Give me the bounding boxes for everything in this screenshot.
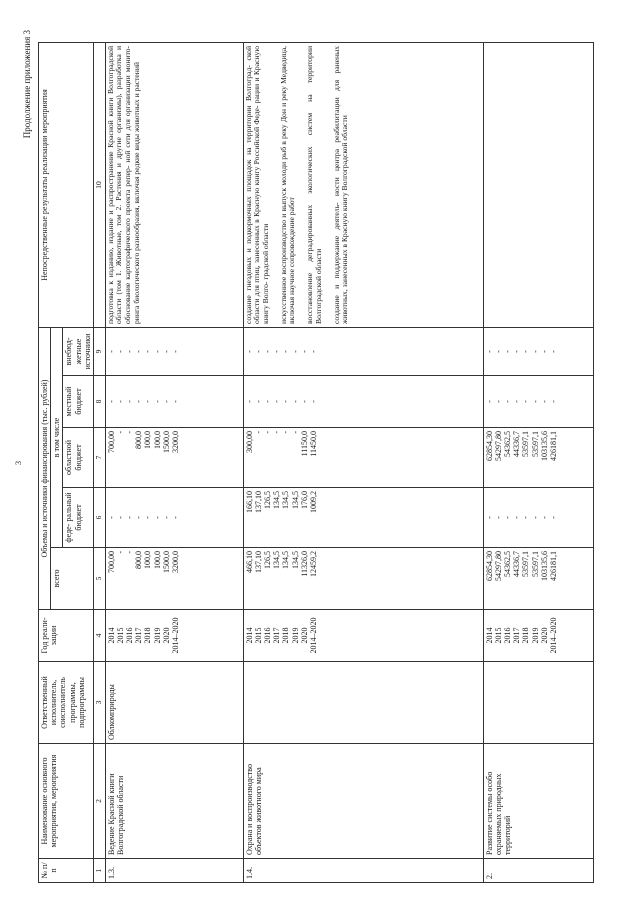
header-row [39,42,51,882]
row-name: Охрана и воспроизводство объектов животного мира [243,744,483,859]
row-total: 700,00 - - 800,0 100,0 100,0 1500,0 3200,0 [105,548,243,610]
header-name: Наименование основного мероприятия, мероприятия [39,744,94,859]
table-row [243,42,483,882]
row-num: 1.4. [243,859,483,883]
column-number: 5 [93,548,105,610]
header-results: Непосредственные результаты реализации мероприятия [39,42,94,327]
header-funding-group: Объемы и источники финансирования (тыс. рублей) [39,327,51,609]
row-extra: - - - - - - - - [243,327,483,375]
header-executor: Ответственный исполнитель, соисполнитель программы, подпрограммы [39,662,94,744]
page-number: 3 [14,461,23,465]
header-extra: внебюд- жетные источники [63,327,94,375]
column-number: 2 [93,744,105,859]
row-years: 2014 2015 2016 2017 2018 2019 2020 2014–2020 [243,610,483,662]
column-number: 10 [93,42,105,327]
row-years: 2014 2015 2016 2017 2018 2019 2020 2014–2020 [483,610,593,662]
table-row [483,42,593,882]
column-number: 9 [93,327,105,375]
funding-table [38,42,594,883]
row-years: 2014 2015 2016 2017 2018 2019 2020 2014–2020 [105,610,243,662]
row-num: 2. [483,859,593,883]
result-text: восстановление деградированных экологических систем на территории Волгоградской области [305,45,323,324]
column-number: 1 [93,859,105,883]
row-regional: 62854,30 54297,80 54362,5 44336,7 53597,1 53597,1 103135,6 426181,1 [483,428,593,488]
result-text: создание гнездовых и подкормочных площадок на территории Волгоград- ской области для птиц, занесенных в Красную книгу Российской Феде- рации и Красную книгу Волго- градской области [243,45,270,324]
row-extra: - - - - - - - - [105,327,243,375]
row-extra: - - - - - - - - [483,327,593,375]
column-number-row [93,42,105,882]
row-name: Развитие системы особо охраняемых природных территорий [483,744,593,859]
header-federal: феде- ральный бюджет [63,488,94,548]
row-name: Ведение Красной книги Волгоградской области [105,744,243,859]
row-num: 1.3. [105,859,243,883]
header-local: местный бюджет [63,376,94,428]
header-regional: областной бюджет [63,428,94,488]
header-num: № п/п [39,859,94,883]
column-number: 8 [93,376,105,428]
row-federal: - - - - - - - - [105,488,243,548]
row-executor [243,662,483,744]
header-total: всего [51,548,94,610]
row-federal: 166,10 137,10 126,5 134,5 134,5 134,5 176,0 1009,2 [243,488,483,548]
row-total: 466,10 137,10 126,5 134,5 134,5 134,5 11326,0 12459,2 [243,548,483,610]
row-local: - - - - - - - - [243,376,483,428]
row-results [105,42,243,327]
row-executor [483,662,593,744]
row-local: - - - - - - - - [483,376,593,428]
column-number: 6 [93,488,105,548]
table-row [105,42,243,882]
continuation-label: Продолжение приложения 3 [22,30,32,139]
row-total: 62854,30 54297,80 54362,5 44336,7 53597,1 53597,1 103135,6 426181,1 [483,548,593,610]
result-text: создание и поддержание деятель- ности центра реабилитации для раненых животных, занесенных в Красную книгу Волгоградской области [331,45,350,324]
row-executor: Облкомприроды [105,662,243,744]
row-regional: 300,00 - - - - - 11150,0 11450,0 [243,428,483,488]
header-including: в том числе [51,327,63,547]
row-federal: - - - - - - - - [483,488,593,548]
row-results [483,42,593,327]
header-year: Год реали- зации [39,610,94,662]
column-number: 7 [93,428,105,488]
row-regional: 700,00 - - 800,0 100,0 100,0 1500,0 3200,0 [105,428,243,488]
result-text: подготовка к изданию, издание и распространение Красной книги Волгоградской области (том 1. Животные, том 2. Растения и другие организмы), разработка и обоснование картографического проекта репер- ной сети для организации монито- ринга биологического разнообразия, включая редкие виды животных и растений [105,45,141,324]
column-number: 3 [93,662,105,744]
result-text: искусственное воспроизводство и выпуск молоди рыб в реку Дон и реку Медведица, включая научное сопровождение работ [278,45,297,324]
row-results [243,42,483,327]
column-number: 4 [93,610,105,662]
row-local: - - - - - - - - [105,376,243,428]
